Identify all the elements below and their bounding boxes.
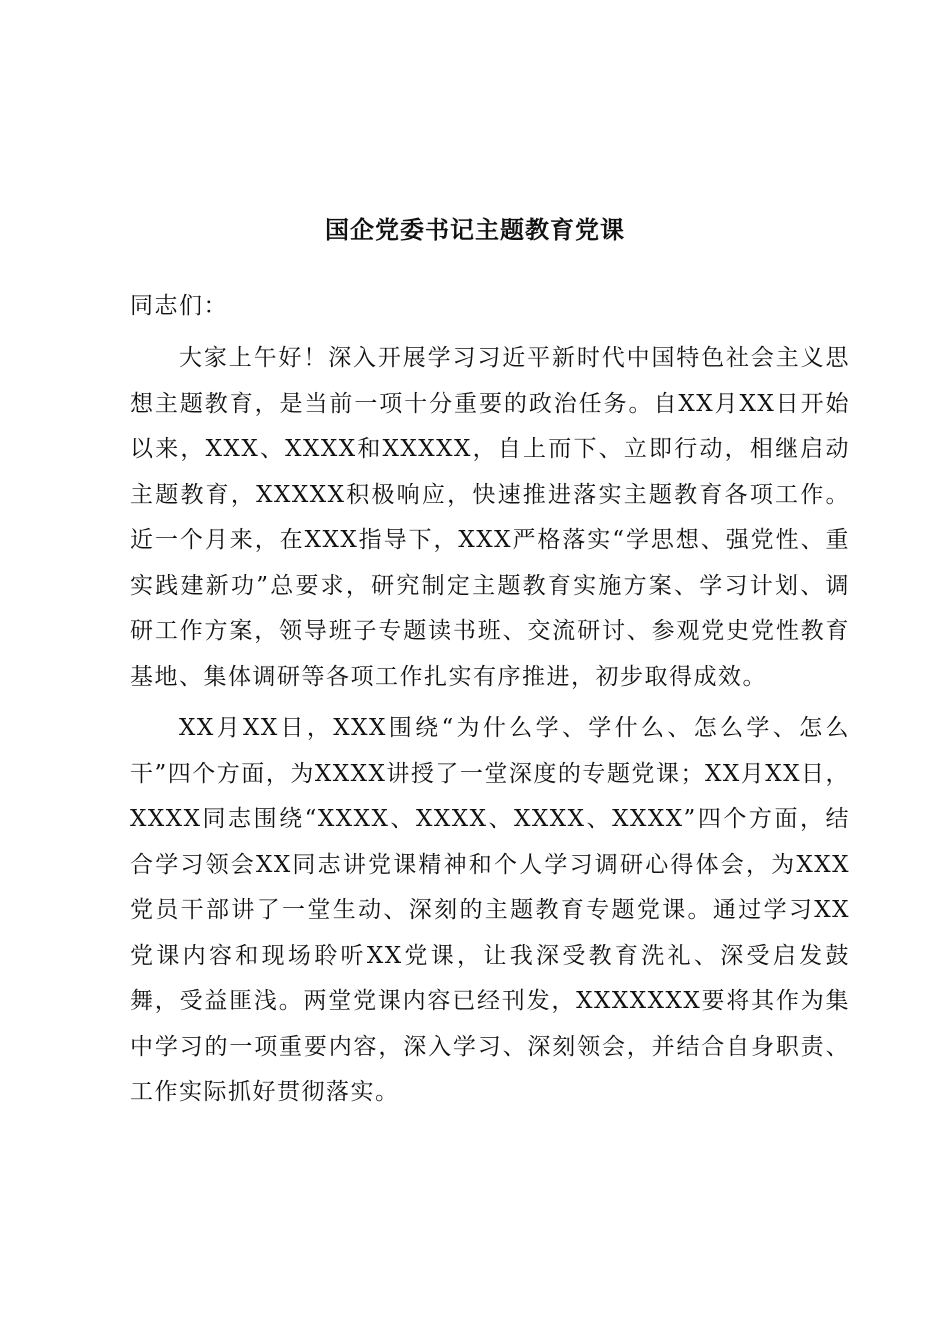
paragraph-2: XX月XX日，XXX围绕“为什么学、学什么、怎么学、怎么干”四个方面，为XXXX讲授了一堂深度的专题党课；XX月XX日，XXXX同志围绕“XXXX、XXXX、XXXX、XXXX”四个方面，结合学习领会XX同志讲党课精神和个人学习调研心得体会，为XXX党员干部讲了一堂生动、深刻的主题教育专题党课。通过学习XX党课内容和现场聆听XX党课，让我深受教育洗礼、深受启发鼓舞，受益匪浅。两堂党课内容已经刊发，XXXXXXX要将其作为集中学习的一项重要内容，深入学习、深刻领会，并结合自身职责、工作实际抓好贯彻落实。: [130, 715, 850, 1105]
document-title: 国企党委书记主题教育党课: [325, 215, 625, 244]
salutation: 同志们：: [130, 293, 228, 319]
paragraph-1: 大家上午好！深入开展学习习近平新时代中国特色社会主义思想主题教育，是当前一项十分重要的政治任务。自XX月XX日开始以来，XXX、XXXX和XXXXX，自上而下、立即行动，相继启动主题教育，XXXXX积极响应，快速推进落实主题教育各项工作。近一个月来，在XXX指导下，XXX严格落实“学思想、强党性、重实践建新功”总要求，研究制定主题教育实施方案、学习计划、调研工作方案，领导班子专题读书班、交流研讨、参观党史党性教育基地、集体调研等各项工作扎实有序推进，初步取得成效。: [130, 345, 850, 690]
